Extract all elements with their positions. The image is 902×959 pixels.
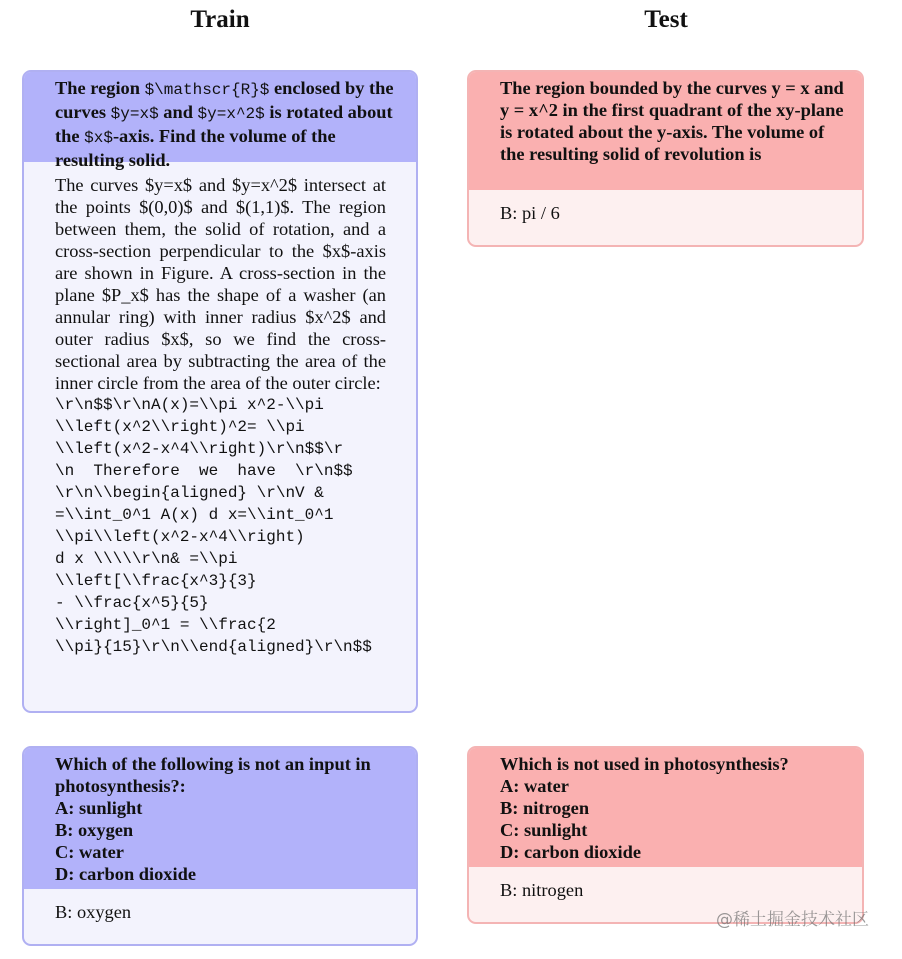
train-question-2 — [24, 748, 416, 889]
test-example-card-2 — [467, 746, 864, 924]
answer-paragraph: The curves $y=x$ and $y=x^2$ intersect at the points $(0,0)$ and $(1,1)$. The region between them, the solid of rotation, and a cross-section perpendicular to the $x$-axis are shown in Figure. A cross-section in the plane $P_x$ has the shape of a washer (an annular ring) with inner radius $x^2$ and outer radius $x$, so we find the cross-sectional area by subtracting the area of the inner circle from the area of the outer circle: — [55, 175, 386, 393]
answer-code-line: \\pi\\left(x^2-x^4\\right) — [55, 528, 305, 546]
answer-code-line: - \\frac{x^5}{5} — [55, 594, 209, 612]
question-text: Which of the following is not an input in photosynthesis?: — [55, 754, 371, 796]
train-column-title: Train — [190, 6, 250, 33]
option-d: D: carbon dioxide — [500, 842, 642, 862]
test-example-card-1 — [467, 70, 864, 247]
test-question-2 — [469, 748, 862, 867]
option-a: A: water — [500, 776, 569, 796]
option-c: C: water — [55, 842, 124, 862]
train-answer-1 — [24, 162, 416, 668]
answer-code-line: \n Therefore we have \r\n$$ — [55, 462, 353, 480]
answer-code-line: \\left[\\frac{x^3}{3} — [55, 572, 257, 590]
train-answer-2: B: oxygen — [55, 902, 132, 922]
option-b: B: nitrogen — [500, 798, 590, 818]
option-c: C: sunlight — [500, 820, 588, 840]
answer-code-line: \\right]_0^1 = \\frac{2 — [55, 616, 276, 634]
train-example-card-1 — [22, 70, 418, 713]
answer-code-line: =\\int_0^1 A(x) d x=\\int_0^1 — [55, 506, 334, 524]
test-answer-1: B: pi / 6 — [500, 203, 560, 223]
question-text: Which is not used in photosynthesis? — [500, 754, 789, 774]
answer-code-line: d x \\\\\r\n& =\\pi — [55, 550, 238, 568]
option-d: D: carbon dioxide — [55, 864, 197, 884]
option-a: A: sunlight — [55, 798, 143, 818]
test-answer-2: B: nitrogen — [500, 880, 584, 900]
answer-code-line: \\left(x^2-x^4\\right)\r\n$$\r — [55, 440, 344, 458]
test-column-title: Test — [644, 6, 688, 33]
answer-code-line: \r\n\\begin{aligned} \r\nV & — [55, 484, 324, 502]
train-question-1: The region $\mathscr{R}$ enclosed by the curves $y=x$ and $y=x^2$ is rotated about the $x$-axis. Find the volume of the resulting solid. — [24, 72, 416, 162]
test-question-1: The region bounded by the curves y = x and y = x^2 in the first quadrant of the xy-plane is rotated about the y-axis. The volume of the resulting solid of revolution is — [469, 72, 862, 190]
answer-code-line: \\pi}{15}\r\n\\end{aligned}\r\n$$ — [55, 638, 372, 656]
option-b: B: oxygen — [55, 820, 134, 840]
answer-code-line: \\left(x^2\\right)^2= \\pi — [55, 418, 305, 436]
watermark: @稀土掘金技术社区 — [716, 910, 869, 930]
answer-code-line: \r\n$$\r\nA(x)=\\pi x^2-\\pi — [55, 396, 324, 414]
train-example-card-2 — [22, 746, 418, 946]
